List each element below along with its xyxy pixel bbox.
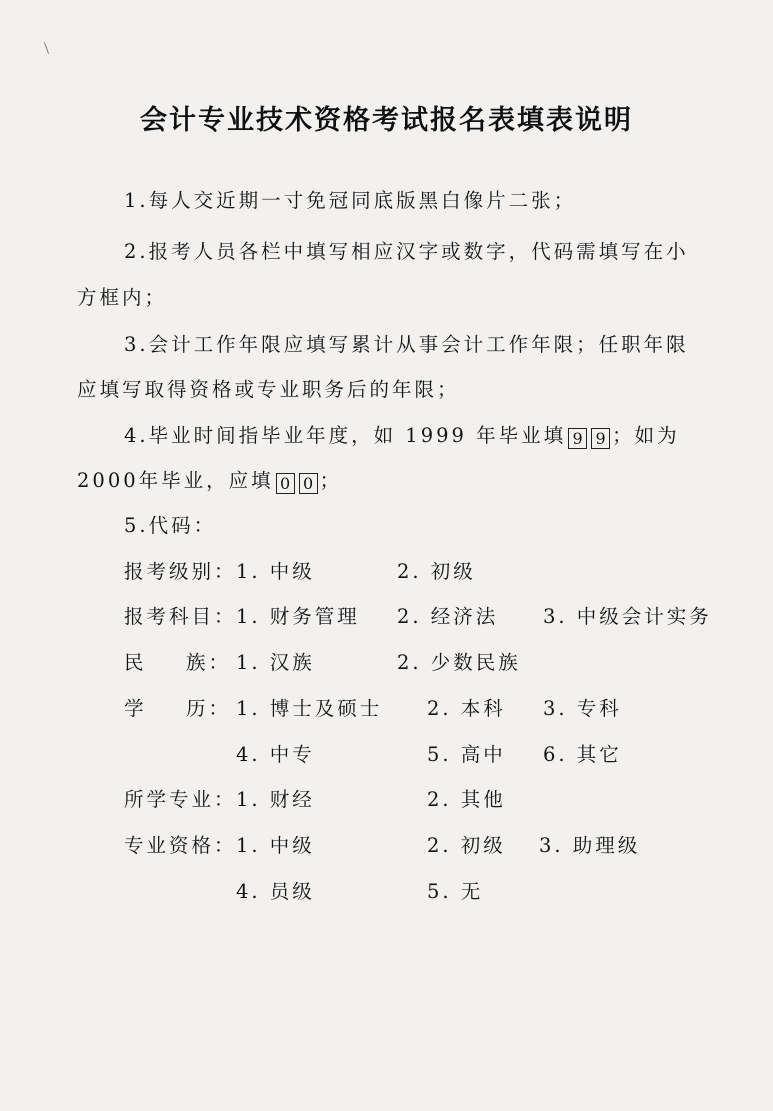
instruction-4-suffix-2: ；	[319, 469, 343, 492]
ethnic-label-char-1: 民	[124, 651, 147, 674]
qualification-option-1: 1. 中级	[236, 834, 315, 857]
subject-label: 报考科目：	[124, 605, 237, 628]
qualification-option-5: 5. 无	[427, 880, 484, 903]
level-option-2: 2. 初级	[397, 560, 476, 583]
qualification-option-4: 4. 员级	[236, 880, 315, 903]
subject-option-3: 3. 中级会计实务	[543, 605, 712, 628]
education-label-char-1: 学	[124, 697, 147, 720]
year-box-2: 9	[591, 428, 610, 449]
education-option-1: 1. 博士及硕士	[236, 697, 383, 720]
subject-option-2: 2. 经济法	[397, 605, 499, 628]
level-option-1: 1. 中级	[236, 560, 315, 583]
major-option-1: 1. 财经	[236, 788, 315, 811]
qualification-label: 专业资格：	[124, 834, 237, 857]
year-box-1: 9	[568, 428, 587, 449]
ethnic-option-2: 2. 少数民族	[397, 651, 521, 674]
education-option-2: 2. 本科	[427, 697, 506, 720]
education-option-5: 5. 高中	[427, 743, 506, 766]
instruction-4-suffix: ；如为	[612, 424, 680, 447]
instruction-1: 1.每人交近期一寸免冠同底版黑白像片二张；	[124, 189, 577, 212]
instruction-5: 5.代码：	[124, 514, 217, 537]
page-title: 会计专业技术资格考试报名表填表说明	[140, 105, 633, 136]
education-label-char-2: 历：	[186, 697, 232, 720]
subject-option-1: 1. 财务管理	[236, 605, 360, 628]
instruction-3-line-2: 应填写取得资格或专业职务后的年限；	[77, 378, 460, 401]
level-label: 报考级别：	[124, 560, 237, 583]
education-option-3: 3. 专科	[543, 697, 622, 720]
education-option-4: 4. 中专	[236, 743, 315, 766]
year-box-3: 0	[276, 473, 295, 494]
year-box-4: 0	[299, 473, 318, 494]
major-label: 所学专业：	[124, 788, 237, 811]
instruction-3-line-1: 3.会计工作年限应填写累计从事会计工作年限；任职年限	[124, 333, 689, 356]
instruction-4-text: 4.毕业时间指毕业年度，如 1999 年毕业填	[124, 424, 567, 447]
major-option-2: 2. 其他	[427, 788, 506, 811]
qualification-option-2: 2. 初级	[427, 834, 506, 857]
education-option-6: 6. 其它	[543, 743, 622, 766]
instruction-4-line-1	[124, 422, 680, 450]
scan-mark	[44, 42, 49, 54]
instruction-2-line-1: 2.报考人员各栏中填写相应汉字或数字，代码需填写在小	[124, 240, 689, 263]
instruction-2-line-2: 方框内；	[77, 286, 168, 309]
instruction-4-text-2: 2000年毕业，应填	[77, 469, 274, 492]
qualification-option-3: 3. 助理级	[539, 834, 641, 857]
instruction-4-line-2	[77, 467, 342, 495]
ethnic-option-1: 1. 汉族	[236, 651, 315, 674]
ethnic-label-char-2: 族：	[186, 651, 232, 674]
